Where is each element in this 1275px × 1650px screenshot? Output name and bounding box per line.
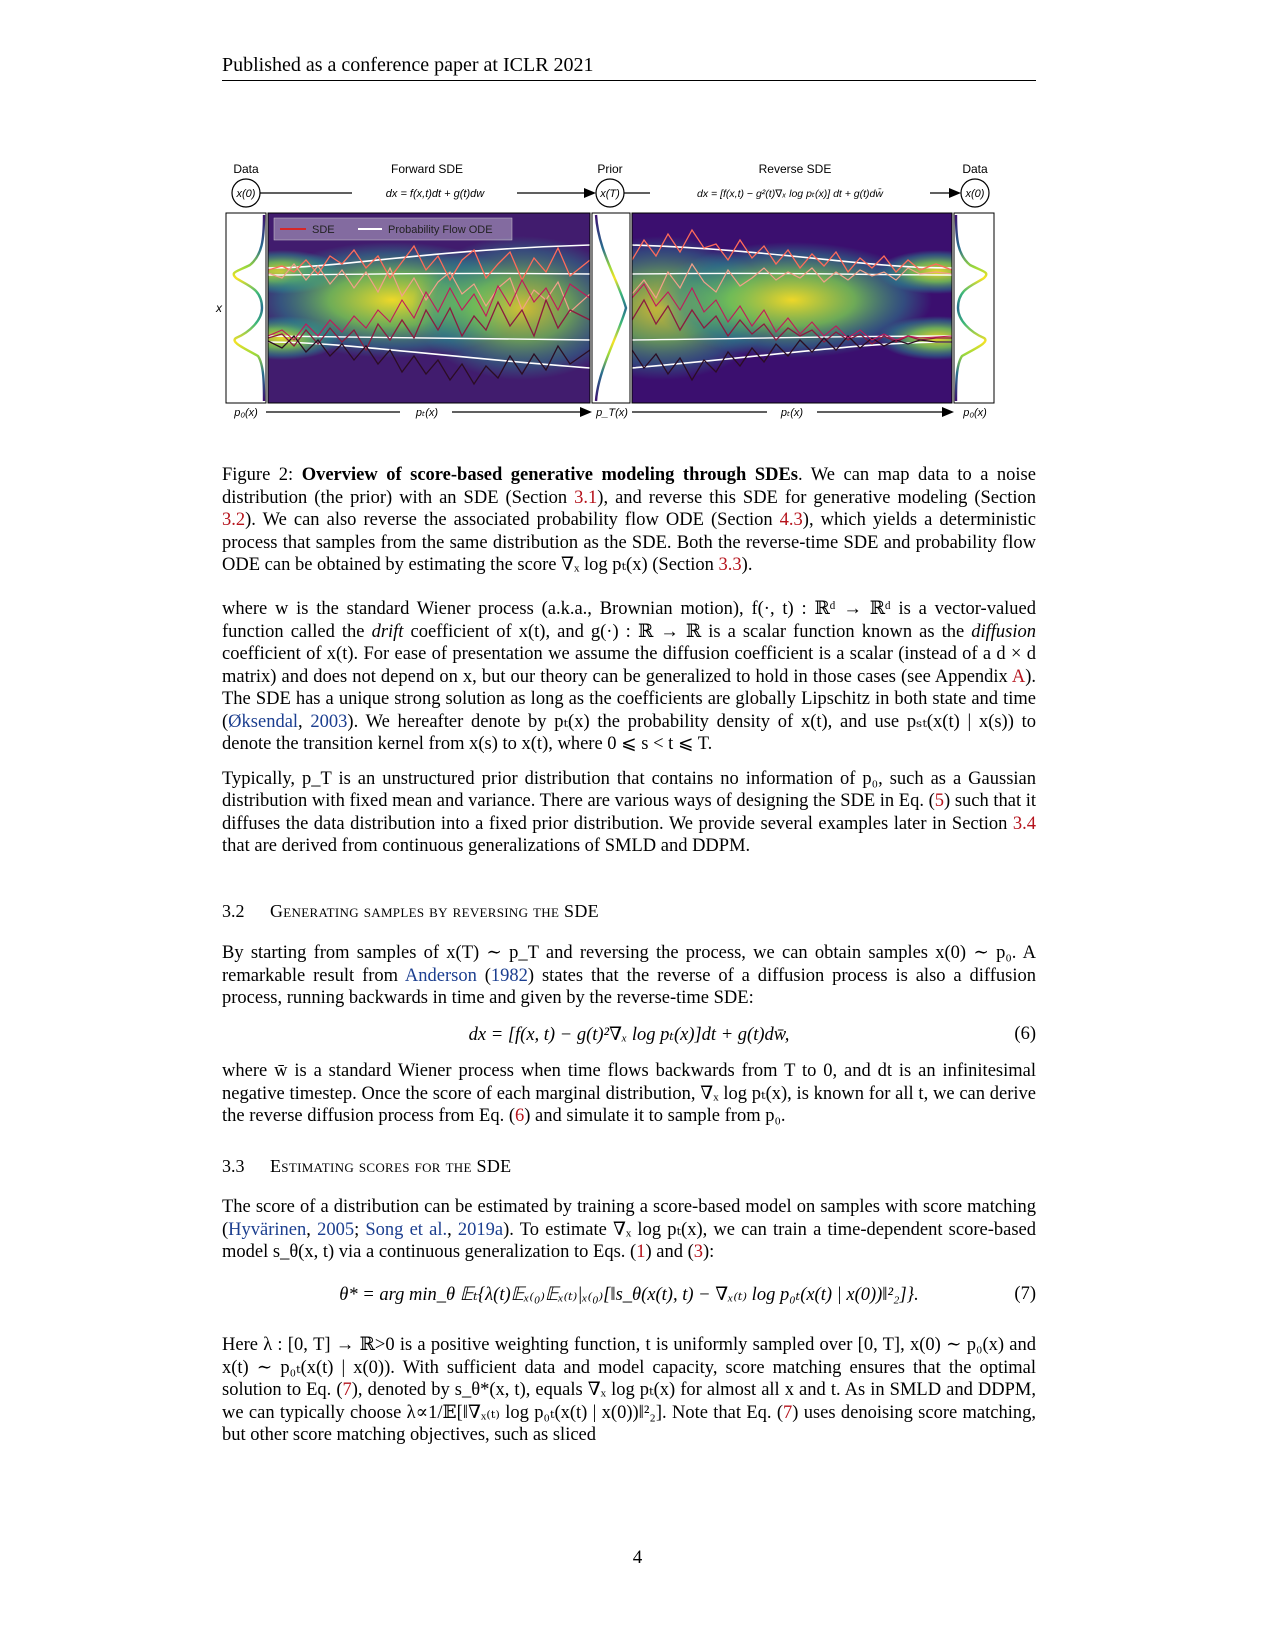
figure-2-graphic — [216, 160, 1036, 450]
text: By starting from samples of x(T) ∼ p_T and reversing the process, we can obtain samples x(0) ∼ p₀. A remarkable result from — [222, 943, 1036, 986]
text: coefficient of x(t), and g(·) : ℝ → ℝ is a scalar function known as the — [403, 621, 972, 642]
body-block-1 — [222, 598, 1036, 870]
text: ). The SDE has a unique strong solution as long as the coefficients are globally Lipschitz in both state and time ( — [222, 666, 1036, 732]
label-data-left: Data — [233, 162, 259, 176]
caption-text: ), and reverse this SDE for generative modeling (Section — [597, 487, 1036, 508]
forward-equation: dx = f(x,t)dt + g(t)dw — [385, 188, 485, 200]
bottom-arrowhead-1 — [580, 407, 592, 417]
legend-sde: SDE — [312, 224, 335, 236]
caption-title: Overview of score-based generative modeling through SDEs — [301, 465, 799, 485]
ref-section-4-3[interactable]: 4.3 — [779, 510, 803, 530]
ref-section-3-2[interactable]: 3.2 — [222, 510, 246, 530]
label-prior: Prior — [597, 162, 623, 176]
caption-prefix: Figure 2: — [222, 465, 302, 485]
ref-eq-1[interactable]: 1 — [636, 1242, 646, 1262]
cite-oksendal[interactable]: Øksendal — [228, 711, 299, 732]
caption-text: ). — [741, 555, 753, 575]
text: ). To estimate ∇ₓ log pₜ(x), we can train a time-dependent score-based model s_θ(x, t) via a continuous generalization to Eqs. ( — [222, 1219, 1036, 1262]
paragraph-reverse: By starting from samples of x(T) ∼ p_T and reversing the process, we can obtain samples x(0) ∼ p₀. A remarkable result from Anderson (1982) states that the reverse of a diffusion process is also a diffusion process, running backwards in time and given by the reverse-time SDE: — [222, 943, 1036, 1008]
label-data-right: Data — [962, 162, 988, 176]
cite-anderson-year[interactable]: 1982 — [490, 965, 528, 986]
section-number: 3.2 — [222, 901, 245, 921]
bottom-pt-right: pₜ(x) — [780, 407, 804, 419]
cite-song[interactable]: Song et al. — [365, 1219, 448, 1240]
density-p0-left-box — [226, 213, 266, 403]
equation-7-body: θ* = arg min_θ 𝔼ₜ{λ(t)𝔼ₓ₍₀₎𝔼ₓ₍ₜ₎|ₓ₍₀₎[‖s_θ(x(t), t) − ∇ₓ₍ₜ₎ log p₀ₜ(x(t) | x(0))‖²₂]}. — [339, 1285, 919, 1305]
forward-heatmap — [222, 213, 632, 403]
cite-anderson[interactable]: Anderson — [404, 965, 477, 986]
text: that are derived from continuous generalizations of SMLD and DDPM. — [222, 836, 751, 856]
section-title: Estimating scores for the SDE — [270, 1156, 512, 1176]
density-pT-box — [592, 213, 630, 403]
cite-hyvarinen[interactable]: Hyvärinen — [228, 1219, 307, 1240]
text: ) states that the reverse of a diffusion process is also a diffusion process, running backwards in time and given by the reverse-time SDE: — [222, 965, 1036, 1008]
running-header: Published as a conference paper at ICLR 2021 — [222, 54, 594, 76]
page-number: 4 — [632, 1547, 643, 1568]
paragraph-reverse-process — [222, 1060, 1036, 1128]
reverse-arrowhead — [949, 188, 961, 198]
ref-section-3-1[interactable]: 3.1 — [574, 487, 598, 508]
bottom-p0-right: p₀(x) — [963, 407, 987, 419]
text: where w is the standard Wiener process (a.k.a., Brownian motion), f(·, t) : ℝᵈ → ℝᵈ is a vector-valued function called the — [222, 599, 1036, 642]
text: coefficient of x(t). For ease of presentation we assume the diffusion coefficient is a scalar (instead of a d × d matrix) and does not depend on x, but our theory can be generalized to hold in those cases (see Appendix — [222, 644, 1036, 687]
ref-eq-5[interactable]: 5 — [934, 791, 945, 811]
ref-section-3-4[interactable]: 3.4 — [1012, 813, 1036, 834]
legend-ode: Probability Flow ODE — [388, 224, 493, 236]
ref-eq-7[interactable]: 7 — [342, 1380, 352, 1400]
equation-6-body: dx = [f(x, t) − g(t)²∇ₓ log pₜ(x)]dt + g(t)dw̄, — [468, 1025, 790, 1045]
equation-7-number: (7) — [1014, 1284, 1036, 1304]
bottom-pt-left: pₜ(x) — [415, 407, 439, 419]
text: ) uses denoising score matching, but other score matching objectives, such as sliced — [222, 1402, 1036, 1445]
text: The score of a distribution can be estimated by training a score-based model on samples with score matching ( — [222, 1197, 1036, 1240]
term-drift: drift — [371, 621, 404, 642]
term-diffusion: diffusion — [971, 621, 1036, 642]
paragraph-weighting — [222, 1334, 1036, 1447]
text: ) such that it diffuses the data distribution into a fixed prior distribution. We provide several examples later in Section — [222, 791, 1037, 834]
text: ): — [703, 1242, 715, 1262]
section-title: Generating samples by reversing the SDE — [270, 901, 599, 921]
forward-arrowhead — [584, 188, 596, 198]
state-x0-left: x(0) — [236, 188, 256, 200]
ref-eq-3[interactable]: 3 — [693, 1242, 704, 1262]
text: where w̄ is a standard Wiener process when time flows backwards from T to 0, and dt is an infinitesimal negative timestep. Once the score of each marginal distribution, ∇ₓ log pₜ(x), is known for all t, we can derive the reverse diffusion process from Eq. ( — [222, 1061, 1036, 1126]
paragraph-score-estimation: The score of a distribution can be estimated by training a score-based model on samples with score matching (Hyvärinen, 2005; Song et al., 2019a). To estimate ∇ₓ log pₜ(x), we can train a time-dependent score-based model s_θ(x, t) via a continuous generalization to Eqs. (1) and (3): — [222, 1197, 1036, 1262]
caption-text: . We can map data to a noise distribution (the prior) with an SDE (Section — [222, 465, 1036, 508]
paragraph-prior — [222, 768, 1036, 858]
equation-6-number: (6) — [1014, 1024, 1036, 1044]
label-forward-sde: Forward SDE — [390, 162, 464, 176]
figure-caption — [222, 464, 1036, 577]
state-xT: x(T) — [600, 188, 620, 200]
text: ) and simulate it to sample from p₀. — [524, 1106, 786, 1126]
text: ) and ( — [645, 1242, 694, 1262]
cite-song-year[interactable]: 2019a — [457, 1219, 504, 1240]
ref-appendix-a[interactable]: A — [1011, 666, 1026, 687]
caption-text: ), which yields a deterministic process that samples from the same distribution as the SDE. Both the reverse-time SDE and probability flow ODE can be obtained by estimating the score ∇ₓ log pₜ(x) (Section — [222, 510, 1036, 575]
density-p0-right-box — [954, 213, 994, 403]
bottom-p0-left: p₀(x) — [234, 407, 258, 419]
text: Here λ : [0, T] → ℝ>0 is a positive weighting function, t is uniformly sampled over [0, T], x(0) ∼ p₀(x) and x(t) ∼ p₀ₜ(x(t) | x(0)). With sufficient data and model capacity, score matching ensures that the optimal solution to Eq. ( — [222, 1335, 1036, 1400]
text: Typically, p_T is an unstructured prior distribution that contains no information of p₀, such as a Gaussian distribution with fixed mean and variance. There are various ways of designing the SDE in Eq. ( — [222, 768, 1036, 811]
ref-section-3-3[interactable]: 3.3 — [718, 555, 742, 575]
paragraph-sde-definition: where w is the standard Wiener process (a.k.a., Brownian motion), f(·, t) : ℝᵈ → ℝᵈ is a vector-valued function called the drift coefficient of x(t), and g(·) : ℝ → ℝ is a scalar function known as the diffusion coefficient of x(t). For ease of presentation we assume the diffusion coefficient is a scalar (instead of a d × d matrix) and does not depend on x, but our theory can be generalized to hold in those cases (see Appendix A). The SDE has a unique strong solution as long as the coefficients are globally Lipschitz in both state and time (Øksendal, 2003). We hereafter denote by pₜ(x) the probability density of x(t), and use pₛₜ(x(t) | x(s)) to denote the transition kernel from x(s) to x(t), where 0 ⩽ s < t ⩽ T. — [222, 599, 1036, 754]
equation-7 — [222, 1284, 1036, 1306]
bottom-arrowhead-2 — [942, 407, 954, 417]
label-reverse-sde: Reverse SDE — [758, 162, 832, 176]
ref-eq-7[interactable]: 7 — [782, 1402, 793, 1423]
reverse-equation: dx = [f(x,t) − g²(t)∇ₓ log pₜ(x)] dt + g(t)dw̄ — [697, 188, 883, 200]
axis-x-label: x — [216, 301, 222, 315]
section-number: 3.3 — [222, 1156, 245, 1176]
caption-text: ). We can also reverse the associated probability flow ODE (Section — [245, 510, 780, 530]
section-heading-3-2 — [222, 901, 599, 922]
text: ), denoted by s_θ*(x, t), equals ∇ₓ log pₜ(x) for almost all x and t. As in SMLD and DDPM, we can typically choose λ∝1/𝔼[‖∇ₓ₍ₜ₎ log p₀ₜ(x(t) | x(0))‖²₂]. Note that Eq. ( — [222, 1380, 1036, 1423]
figure-2 — [216, 160, 1036, 450]
equation-6 — [222, 1024, 1036, 1046]
text: ). We hereafter denote by pₜ(x) the probability density of x(t), and use pₛₜ(x(t) | x(s)) to denote the transition kernel from x(s) to x(t), where 0 ⩽ s < t ⩽ T. — [222, 711, 1036, 754]
ref-eq-6[interactable]: 6 — [515, 1106, 525, 1126]
section-heading-3-3 — [222, 1156, 511, 1177]
header-rule — [222, 80, 1036, 81]
state-x0-right: x(0) — [965, 188, 985, 200]
cite-oksendal-year[interactable]: 2003 — [310, 711, 348, 732]
cite-hyvarinen-year[interactable]: 2005 — [317, 1219, 355, 1240]
bottom-pT: p_T(x) — [596, 407, 628, 419]
